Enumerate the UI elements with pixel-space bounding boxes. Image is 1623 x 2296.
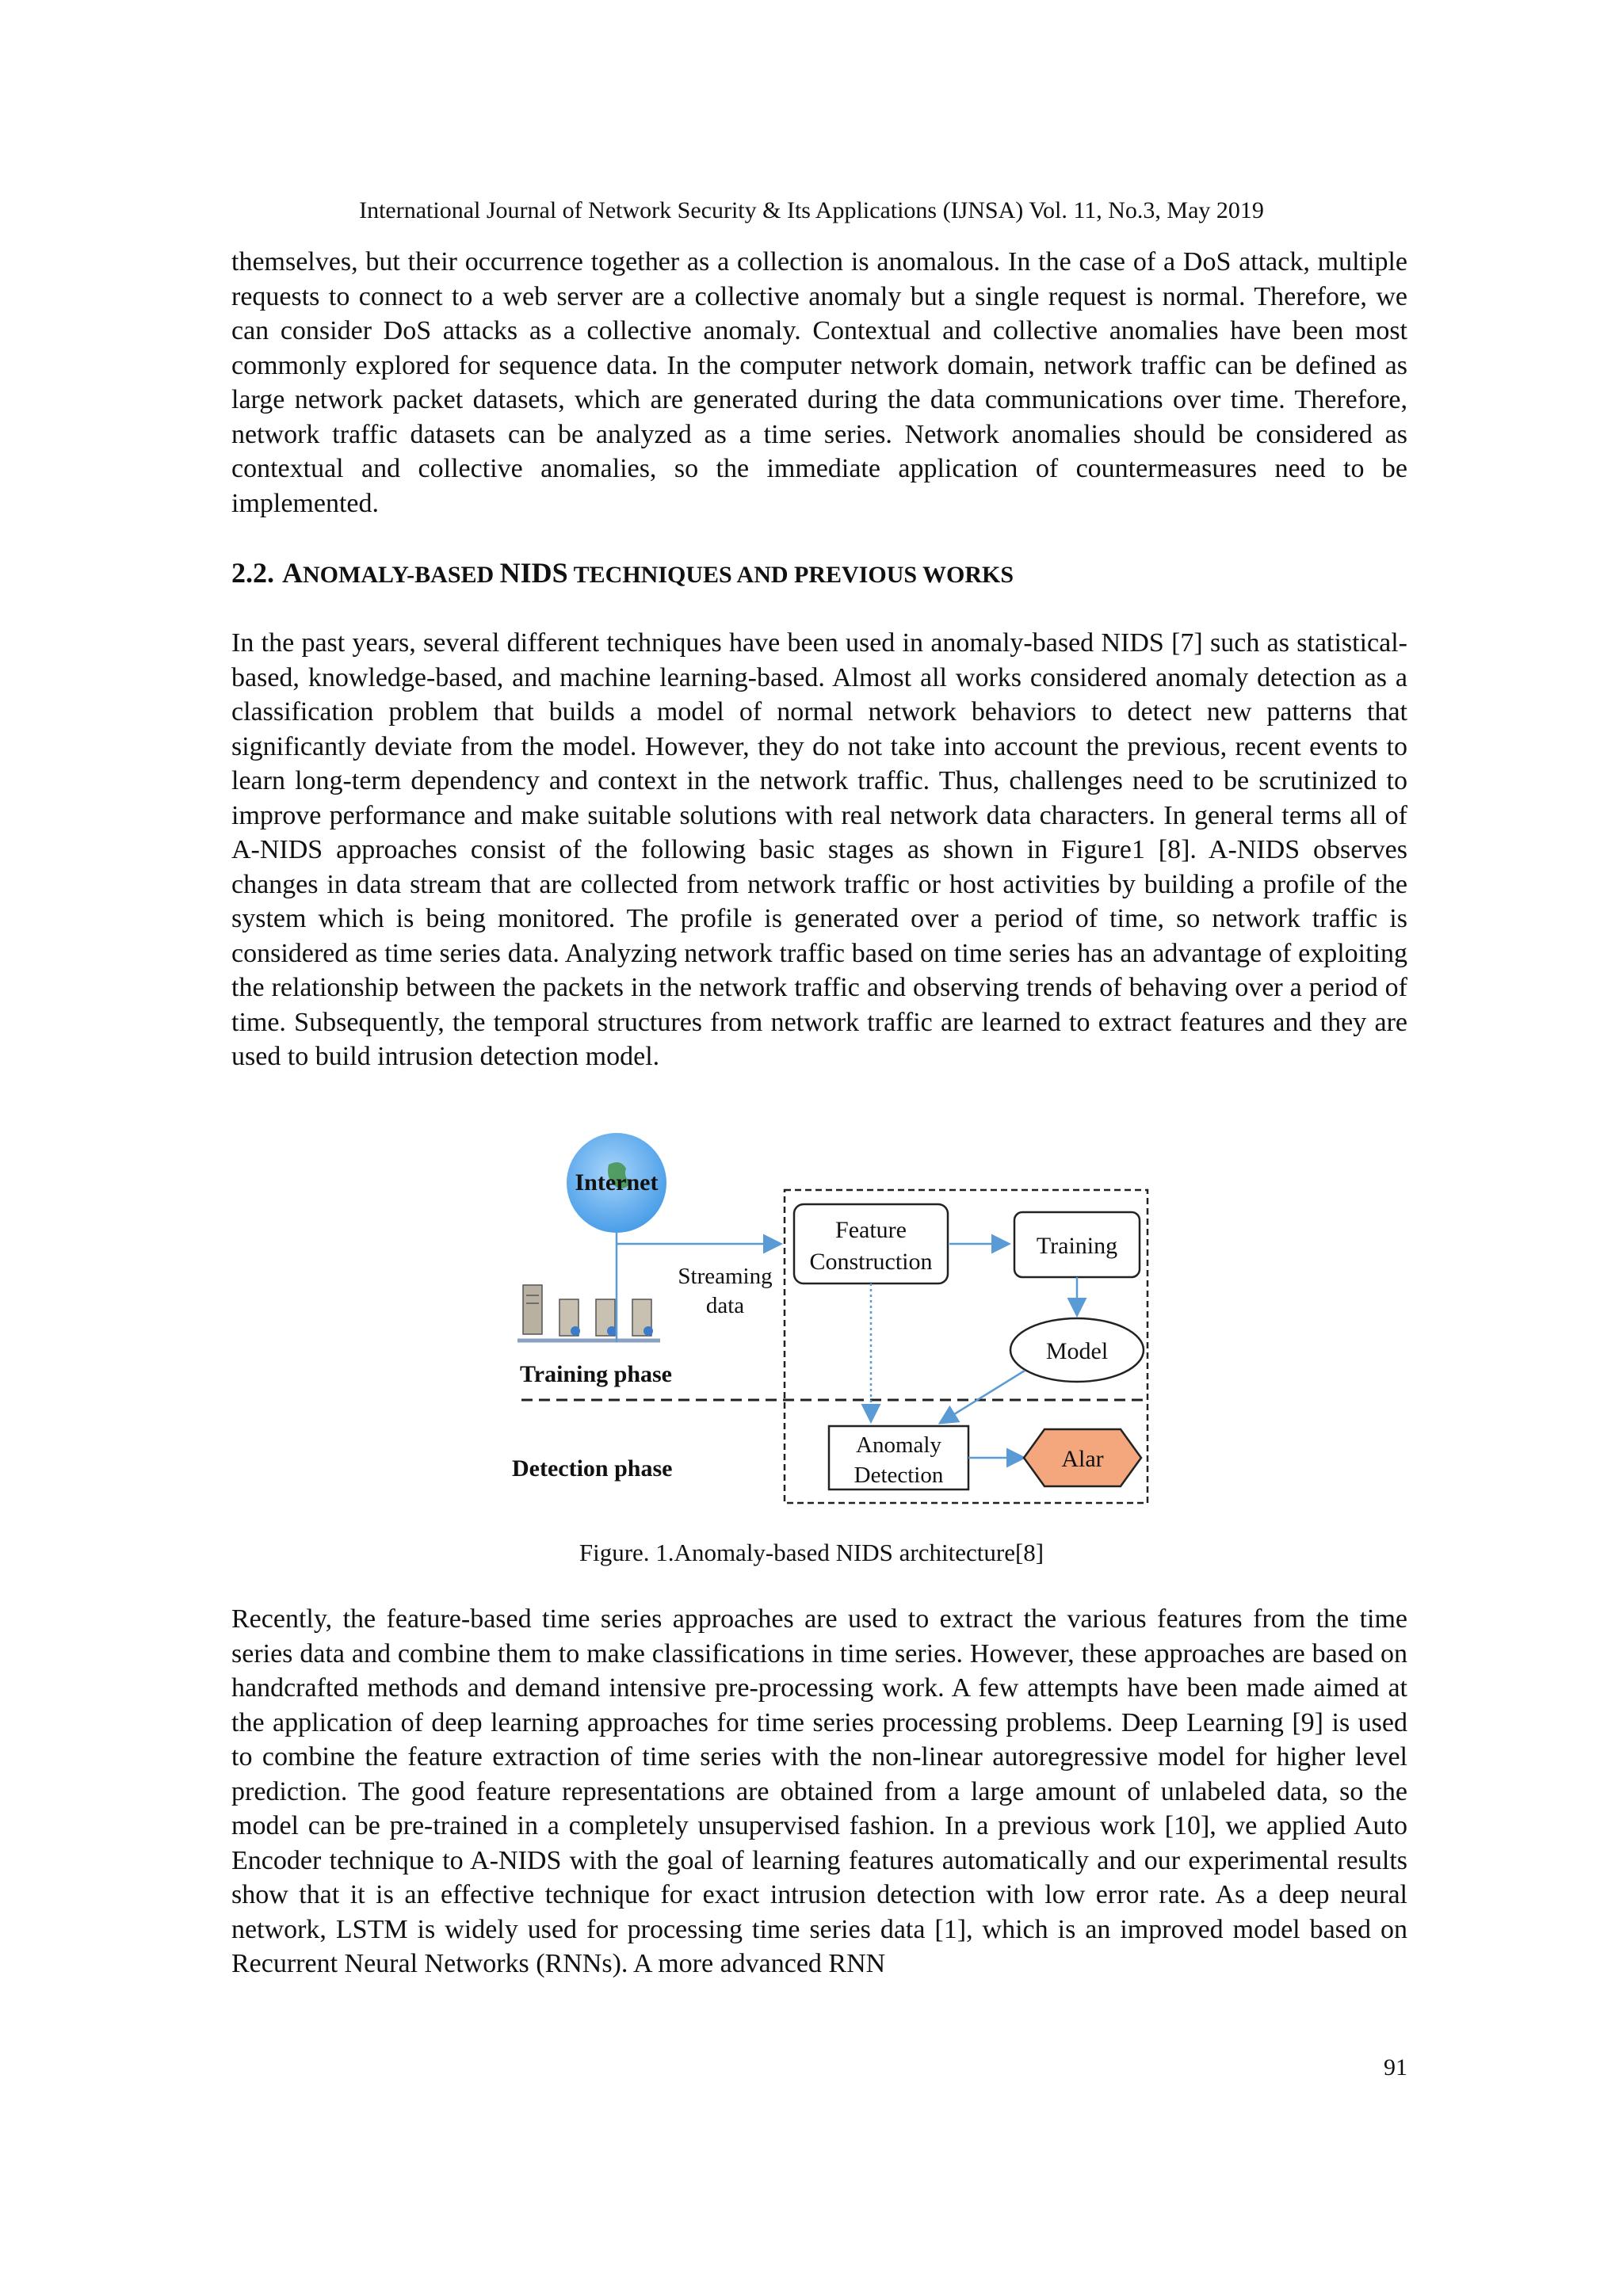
training-phase-label: Training phase: [520, 1361, 672, 1387]
model-label: Model: [1045, 1338, 1109, 1364]
paragraph-3: Recently, the feature-based time series approaches are used to extract the various features from the time series data and combine them to make classifications in time series. However, these approaches are based on handcrafted methods and demand intensive pre-processing work. A few attempts have been made aimed at the application of deep learning approaches for time series processing problems. Deep Learning [9] is used to combine the feature extraction of time series with the non-linear autoregressive model for higher level prediction. The good feature representations are obtained from a large amount of unlabeled data, so the model can be pre-trained in a completely unsupervised fashion. In a previous work [10], we applied Auto Encoder technique to A-NIDS with the goal of learning features automatically and our experimental results show that it is an effective technique for exact intrusion detection with low error rate. As a deep neural network, LSTM is widely used for processing time series data [1], which is an improved model based on Recurrent Neural Networks (RNNs). A more advanced RNN: [231, 1604, 1407, 1978]
section-title-nids: NIDS: [499, 557, 568, 589]
architecture-diagram: [498, 1133, 1155, 1517]
anomaly-label-1: Anomaly: [856, 1432, 941, 1458]
section-title-tail: TECHNIQUES AND PREVIOUS WORKS: [567, 562, 1014, 588]
model-to-anomaly-arrow: [941, 1371, 1025, 1422]
detection-phase-label: Detection phase: [512, 1455, 673, 1482]
section-heading: [231, 555, 1014, 593]
figure-caption: Figure. 1.Anomaly-based NIDS architecture[8]: [579, 1539, 1044, 1566]
section-title-rest: NOMALY-BASED: [303, 562, 500, 588]
training-label: Training: [1036, 1233, 1118, 1259]
server-icons: [517, 1285, 660, 1341]
internet-label: Internet: [575, 1169, 659, 1196]
alarm-label: Alar: [1061, 1446, 1104, 1472]
feature-label-1: Feature: [835, 1217, 907, 1243]
streaming-label-2: data: [705, 1293, 745, 1318]
architecture-figure: [498, 1133, 1155, 1517]
streaming-label-1: Streaming: [678, 1264, 773, 1289]
section-number: 2.2.: [231, 557, 274, 589]
page-number: 91: [1384, 2054, 1407, 2081]
feature-label-2: Construction: [809, 1249, 933, 1275]
section-title-initial: A: [282, 557, 303, 589]
anomaly-label-2: Detection: [854, 1463, 944, 1488]
paragraph-1: themselves, but their occurrence together as a collection is anomalous. In the case of a DoS attack, multiple requests to connect to a web server are a collective anomaly but a single request is normal. Therefore, we can consider DoS attacks as a collective anomaly. Contextual and collective anomalies have been most commonly explored for sequence data. In the computer network domain, network traffic can be defined as large network packet datasets, which are generated during the data communications over time. Therefore, network traffic datasets can be analyzed as a time series. Network anomalies should be considered as contextual and collective anomalies, so the immediate application of countermeasures need to be implemented.: [231, 247, 1407, 518]
running-header: International Journal of Network Security & Its Applications (IJNSA) Vol. 11, No.3, May 2019: [359, 197, 1264, 223]
paragraph-2: In the past years, several different techniques have been used in anomaly-based NIDS [7] such as statistical-based, knowledge-based, and machine learning-based. Almost all works considered anomaly detection as a classification problem that builds a model of normal network behaviors to detect new patterns that significantly deviate from the model. However, they do not take into account the previous, recent events to learn long-term dependency and context in the network traffic. Thus, challenges need to be scrutinized to improve performance and make suitable solutions with real network data characters. In general terms all of A-NIDS approaches consist of the following basic stages as shown in Figure1 [8]. A-NIDS observes changes in data stream that are collected from network traffic or host activities by building a profile of the system which is being monitored. The profile is generated over a period of time, so network traffic is considered as time series data. Analyzing network traffic based on time series has an advantage of exploiting the relationship between the packets in the network traffic and observing trends of behaving over a period of time. Subsequently, the temporal structures from network traffic are learned to extract features and they are used to build intrusion detection model.: [231, 628, 1407, 1071]
